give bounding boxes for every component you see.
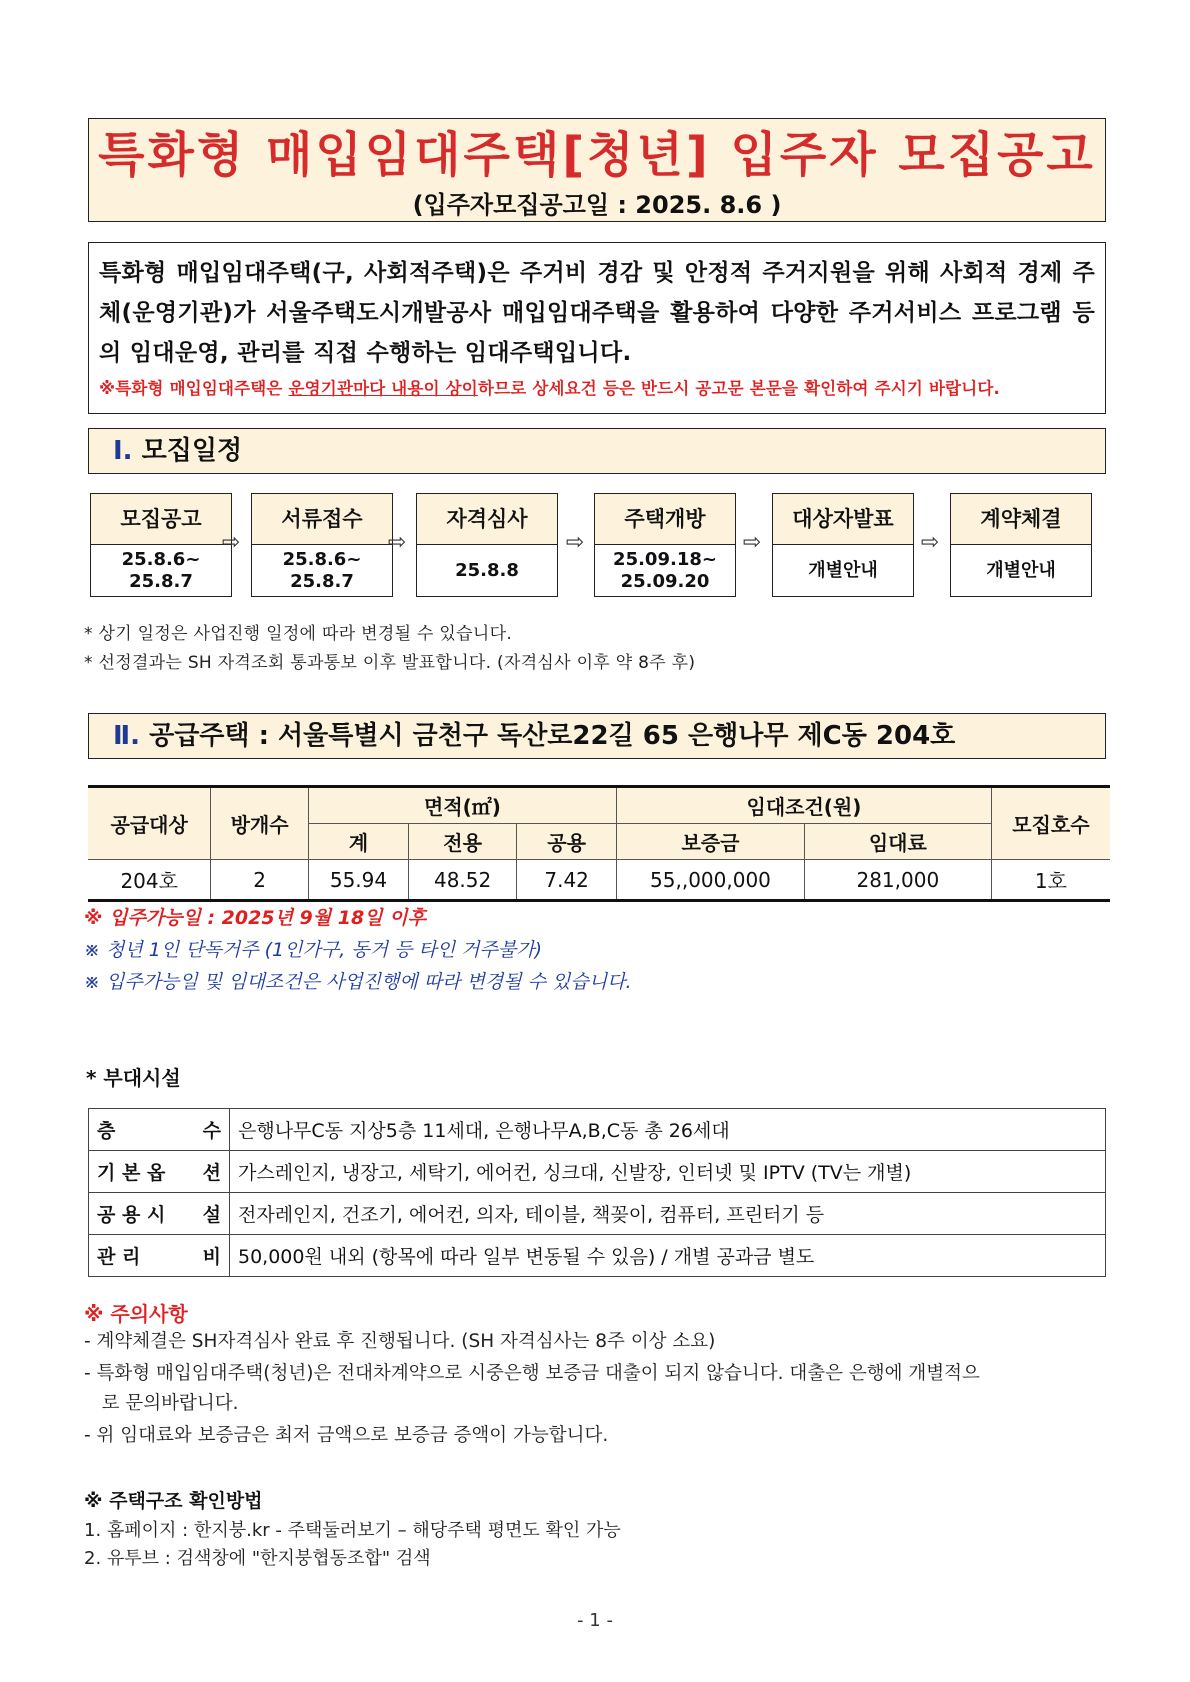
schedule-note: * 상기 일정은 사업진행 일정에 따라 변경될 수 있습니다.: [84, 624, 513, 644]
table-row: [89, 1193, 1106, 1235]
page-number: - 1 -: [577, 1610, 613, 1631]
caution-item: - 계약체결은 SH자격심사 완료 후 진행됩니다. (SH 자격심사는 8주 이상 소요): [84, 1331, 716, 1352]
structure-item-youtube: 2. 유투브 : 검색창에 "한지붕협동조합" 검색: [84, 1548, 431, 1569]
step-label: 계약체결: [951, 494, 1091, 545]
facilities-title: * 부대시설: [86, 1066, 181, 1090]
step-label: 대상자발표: [773, 494, 913, 545]
schedule-step-open-house: [594, 493, 736, 597]
schedule-step-announcement: [90, 493, 232, 597]
cell-deposit: 55,,000,000: [617, 860, 805, 901]
facility-value: 전자레인지, 건조기, 에어컨, 의자, 테이블, 책꽂이, 컴퓨터, 프린터기 등: [230, 1193, 1106, 1235]
facility-key: 기 본 옵 션: [89, 1151, 230, 1193]
title-box: [88, 118, 1106, 222]
step-date: 개별안내: [986, 560, 1056, 581]
header-area-common: 공용: [517, 824, 617, 860]
header-target: 공급대상: [88, 787, 211, 860]
schedule-step-results: [772, 493, 914, 597]
facility-value: 50,000원 내외 (항목에 따라 일부 변동될 수 있음) / 개별 공과금 별도: [230, 1235, 1106, 1277]
schedule-step-contract: [950, 493, 1092, 597]
schedule-step-screening: [416, 493, 558, 597]
structure-title: ※ 주택구조 확인방법: [84, 1490, 263, 1512]
header-deposit: 보증금: [617, 824, 805, 860]
header-rent: 임대조건(원): [617, 787, 992, 824]
caution-title: ※ 주의사항: [84, 1302, 188, 1326]
table-row: [88, 860, 1110, 901]
intro-warning: [99, 375, 1095, 399]
arrow-right-icon: ⇨: [565, 530, 585, 555]
section-title: 공급주택 : 서울특별시 금천구 독산로22길 65 은행나무 제C동 204호: [149, 721, 956, 751]
facilities-table: [88, 1108, 1106, 1277]
arrow-right-icon: ⇨: [742, 530, 762, 555]
page-title: 특화형 매입임대주택[청년] 입주자 모집공고: [98, 127, 1096, 183]
cell-area-common: 7.42: [517, 860, 617, 901]
header-count: 모집호수: [991, 787, 1110, 860]
step-date: 25.09.18~ 25.09.20: [613, 549, 717, 592]
facility-value: 가스레인지, 냉장고, 세탁기, 에어컨, 싱크대, 신발장, 인터넷 및 IPTV (TV는 개별): [230, 1151, 1106, 1193]
header-monthly: 임대료: [804, 824, 991, 860]
cell-area-total: 55.94: [308, 860, 408, 901]
step-date: 25.8.8: [455, 560, 519, 581]
table-row: [89, 1151, 1106, 1193]
single-occupancy-note: ※ 청년 1인 단독거주 (1인가구, 동거 등 타인 거주불가): [84, 939, 543, 961]
step-label: 모집공고: [91, 494, 231, 545]
header-area: 면적(㎡): [308, 787, 616, 824]
intro-warning-post: 하므로 상세요건 등은 반드시 공고문 본문을 확인하여 주시기 바랍니다.: [477, 379, 1001, 398]
header-area-total: 계: [308, 824, 408, 860]
step-date: 25.8.6~ 25.8.7: [121, 549, 201, 592]
section-number: Ⅰ.: [113, 436, 133, 466]
caution-item: - 위 임대료와 보증금은 최저 금액으로 보증금 증액이 가능합니다.: [84, 1425, 609, 1446]
facility-key: 관 리 비: [89, 1235, 230, 1277]
caution-item: - 특화형 매입임대주택(청년)은 전대차계약으로 시중은행 보증금 대출이 되지 않습니다. 대출은 은행에 개별적으: [84, 1363, 980, 1384]
intro-warning-underline: 운영기관마다 내용이 상이: [288, 379, 478, 398]
schedule-note: * 선정결과는 SH 자격조회 통과통보 이후 발표합니다. (자격심사 이후 약 8주 후): [84, 653, 696, 673]
intro-box: [88, 242, 1106, 414]
move-in-date-note: ※ 입주가능일 : 2025년 9월 18일 이후: [84, 907, 426, 929]
step-date: 개별안내: [808, 560, 878, 581]
arrow-right-icon: ⇨: [221, 530, 241, 555]
cell-rooms: 2: [211, 860, 309, 901]
intro-text: 특화형 매입임대주택(구, 사회적주택)은 주거비 경감 및 안정적 주거지원을 위해 사회적 경제 주체(운영기관)가 서울주택도시개발공사 매입임대주택을 활용하여 다양한 주거서비스 프로그램 등의 임대운영, 관리를 직접 수행하는 임대주택입니다.: [99, 260, 1095, 366]
table-row: [89, 1235, 1106, 1277]
table-header-row: [88, 787, 1110, 824]
supply-table: [88, 785, 1110, 902]
cell-monthly: 281,000: [804, 860, 991, 901]
change-notice-note: ※ 입주가능일 및 임대조건은 사업진행에 따라 변경될 수 있습니다.: [84, 971, 632, 993]
step-label: 자격심사: [417, 494, 557, 545]
facility-key: 층 수: [89, 1109, 230, 1151]
intro-warning-pre: ※특화형 매입임대주택은: [99, 379, 289, 398]
announcement-date: (입주자모집공고일 : 2025. 8.6 ): [412, 191, 782, 219]
header-area-private: 전용: [409, 824, 517, 860]
section-title: 모집일정: [141, 436, 243, 466]
cell-target: 204호: [88, 860, 211, 901]
section-header-supply: [88, 713, 1106, 759]
arrow-right-icon: ⇨: [387, 530, 407, 555]
schedule-step-documents: [251, 493, 393, 597]
step-date: 25.8.6~ 25.8.7: [282, 549, 362, 592]
section-header-schedule: [88, 428, 1106, 474]
arrow-right-icon: ⇨: [920, 530, 940, 555]
facility-key: 공 용 시 설: [89, 1193, 230, 1235]
facility-value: 은행나무C동 지상5층 11세대, 은행나무A,B,C동 총 26세대: [230, 1109, 1106, 1151]
section-number: Ⅱ.: [113, 721, 141, 751]
header-rooms: 방개수: [211, 787, 309, 860]
cell-area-private: 48.52: [409, 860, 517, 901]
structure-item-homepage: 1. 홈페이지 : 한지붕.kr - 주택둘러보기 – 해당주택 평면도 확인 가능: [84, 1520, 621, 1541]
step-label: 주택개방: [595, 494, 735, 545]
table-row: [89, 1109, 1106, 1151]
cell-count: 1호: [991, 860, 1110, 901]
step-label: 서류접수: [252, 494, 392, 545]
caution-item-continued: 로 문의바랍니다.: [84, 1393, 239, 1414]
